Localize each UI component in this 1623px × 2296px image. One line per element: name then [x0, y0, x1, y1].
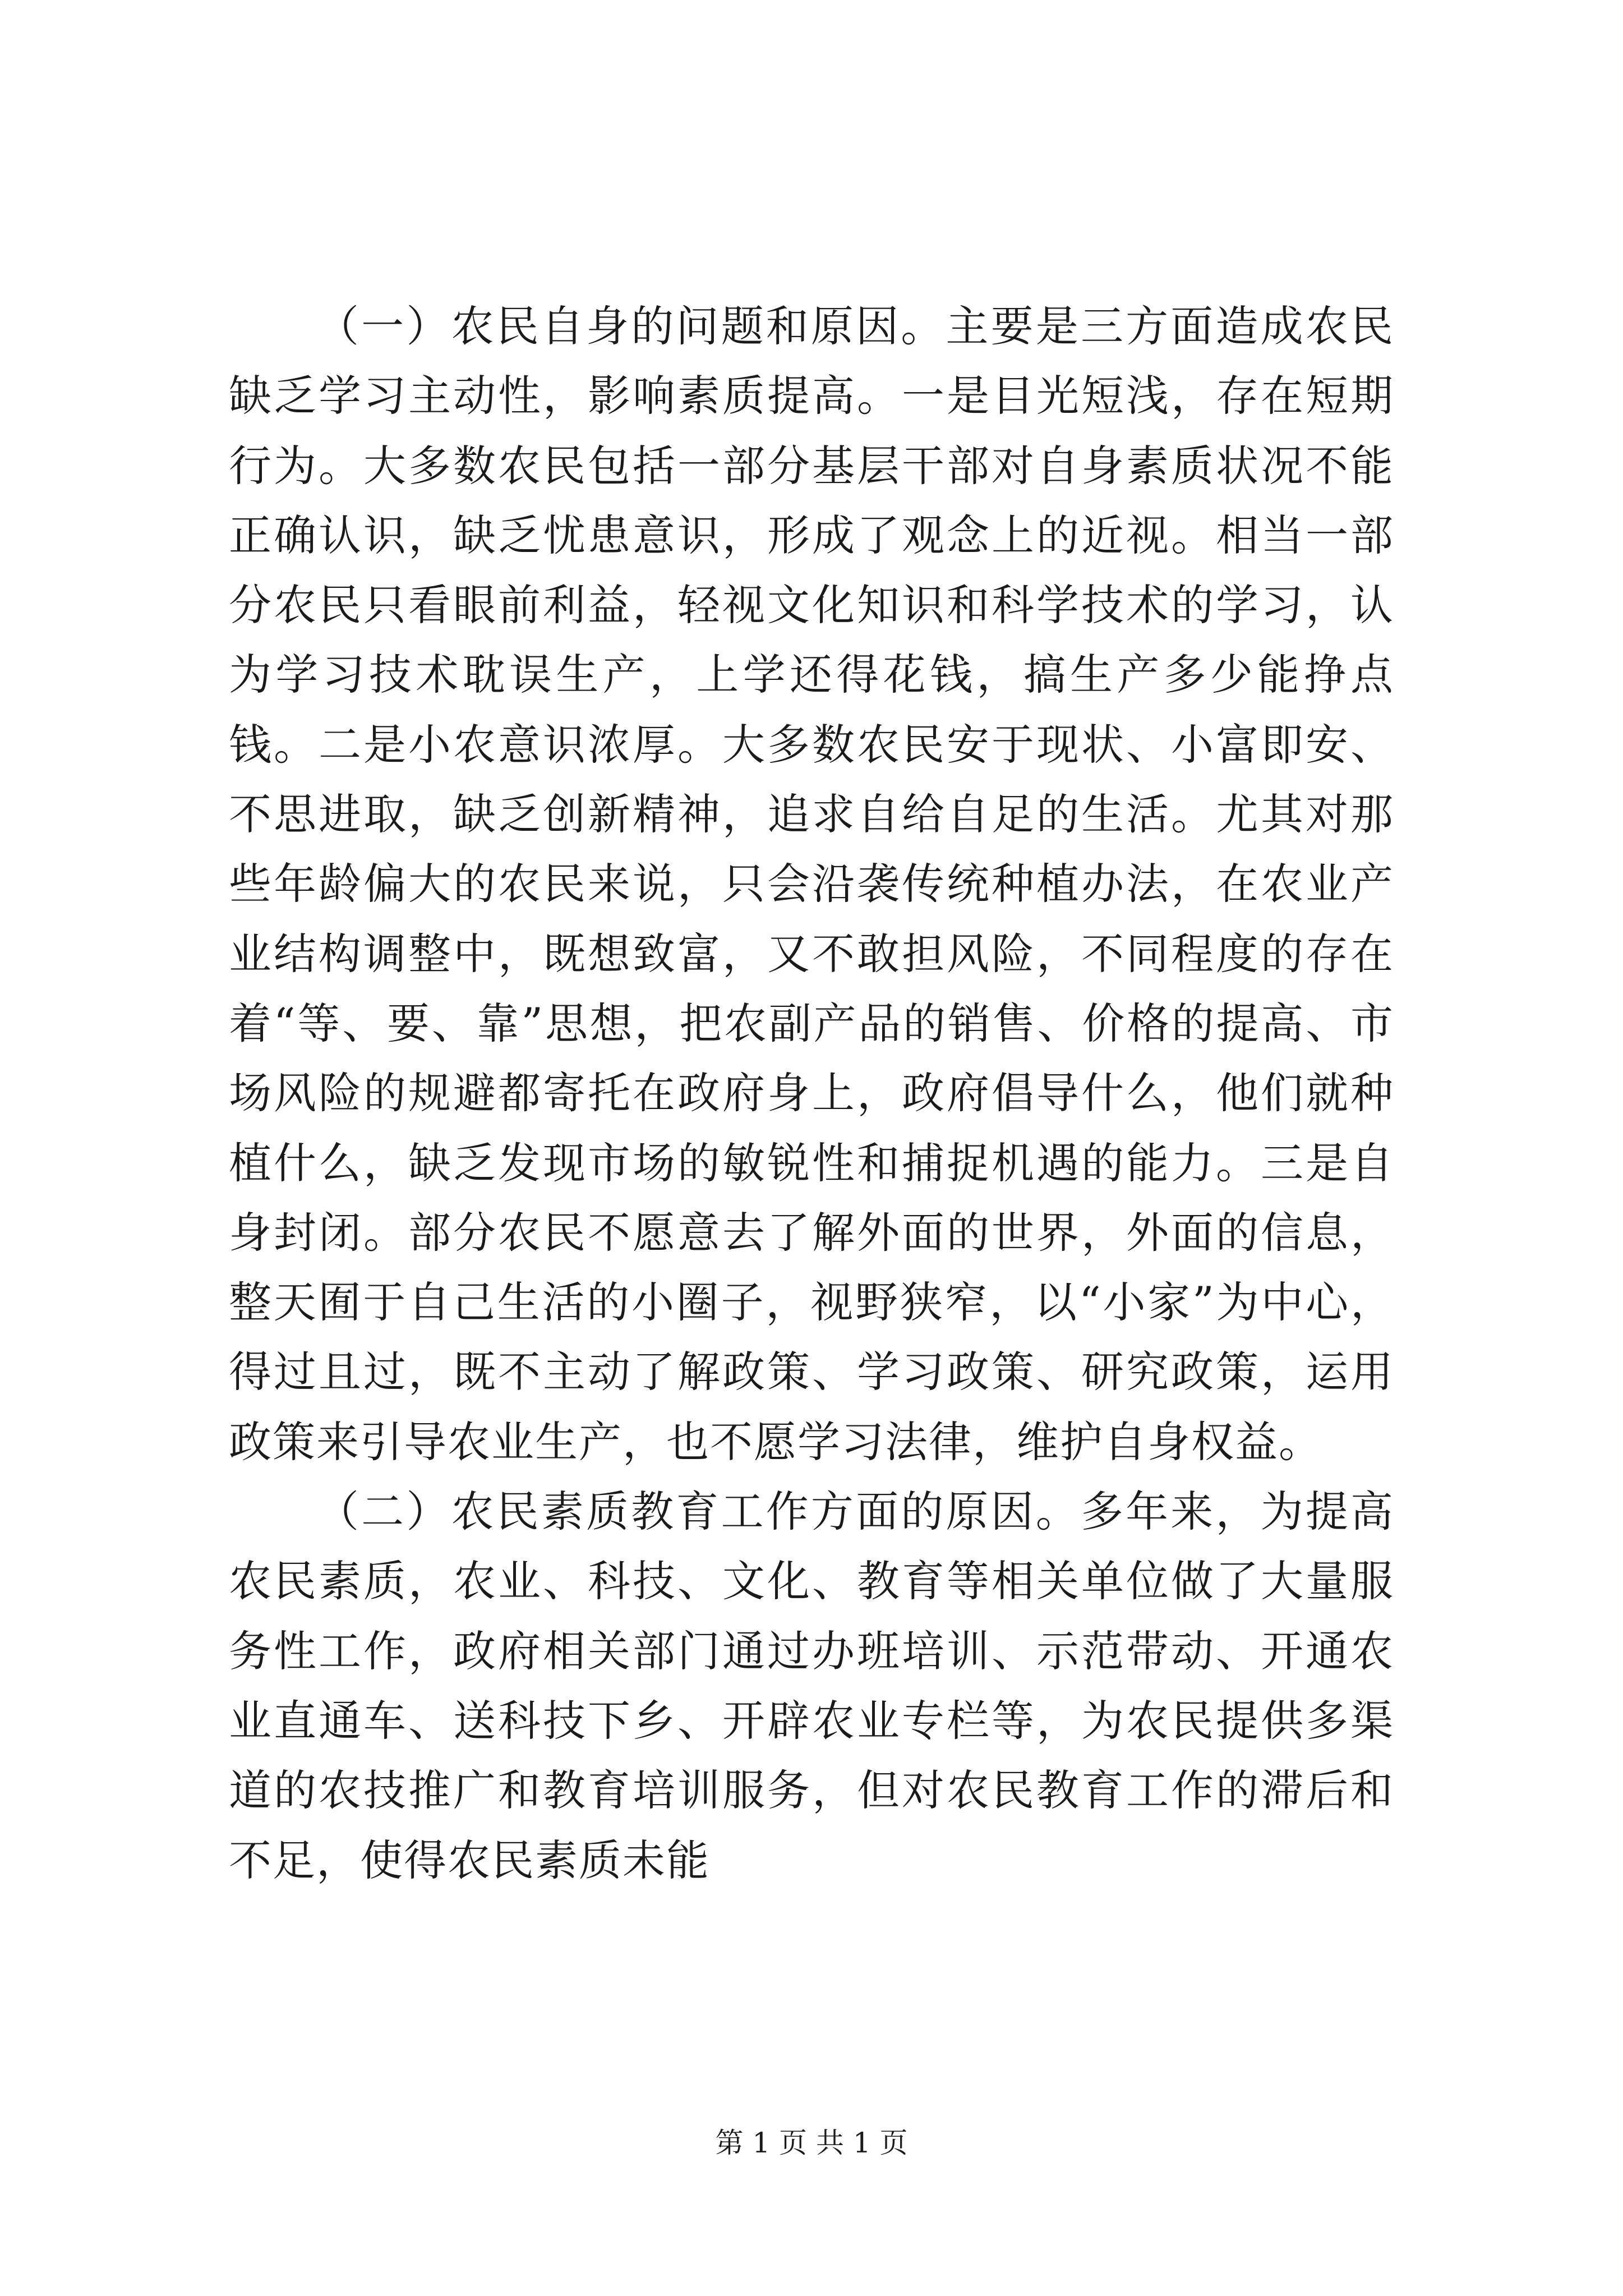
- paragraph-farmers-own-causes: （一）农民自身的问题和原因。主要是三方面造成农民缺乏学习主动性，影响素质提高。一是目光短浅，存在短期行为。大多数农民包括一部分基层干部对自身素质状况不能正确认识，缺乏忧患意识，形成了观念上的近视。相当一部分农民只看眼前利益，轻视文化知识和科学技术的学习，认为学习技术耽误生产，上学还得花钱，搞生产多少能挣点钱。二是小农意识浓厚。大多数农民安于现状、小富即安、不思进取，缺乏创新精神，追求自给自足的生活。尤其对那些年龄偏大的农民来说，只会沿袭传统种植办法，在农业产业结构调整中，既想致富，又不敢担风险，不同程度的存在着“等、要、靠”思想，把农副产品的销售、价格的提高、市场风险的规避都寄托在政府身上，政府倡导什么，他们就种植什么，缺乏发现市场的敏锐性和捕捉机遇的能力。三是自身封闭。部分农民不愿意去了解外面的世界，外面的信息，整天囿于自己生活的小圈子，视野狭窄，以“小家”为中心，得过且过，既不主动了解政策、学习政策、研究政策，运用政策来引导农业生产，也不愿学习法律，维护自身权益。: [229, 301, 1394, 1467]
- paragraph-education-work-causes: （二）农民素质教育工作方面的原因。多年来，为提高农民素质，农业、科技、文化、教育等相关单位做了大量服务性工作，政府相关部门通过办班培训、示范带动、开通农业直通车、送科技下乡、开辟农业专栏等，为农民提供多渠道的农技推广和教育培训服务，但对农民教育工作的滞后和不足，使得农民素质未能: [229, 1487, 1394, 1885]
- page-footer: 第 1 页 共 1 页: [715, 2127, 908, 2159]
- document-body: [229, 292, 1394, 1895]
